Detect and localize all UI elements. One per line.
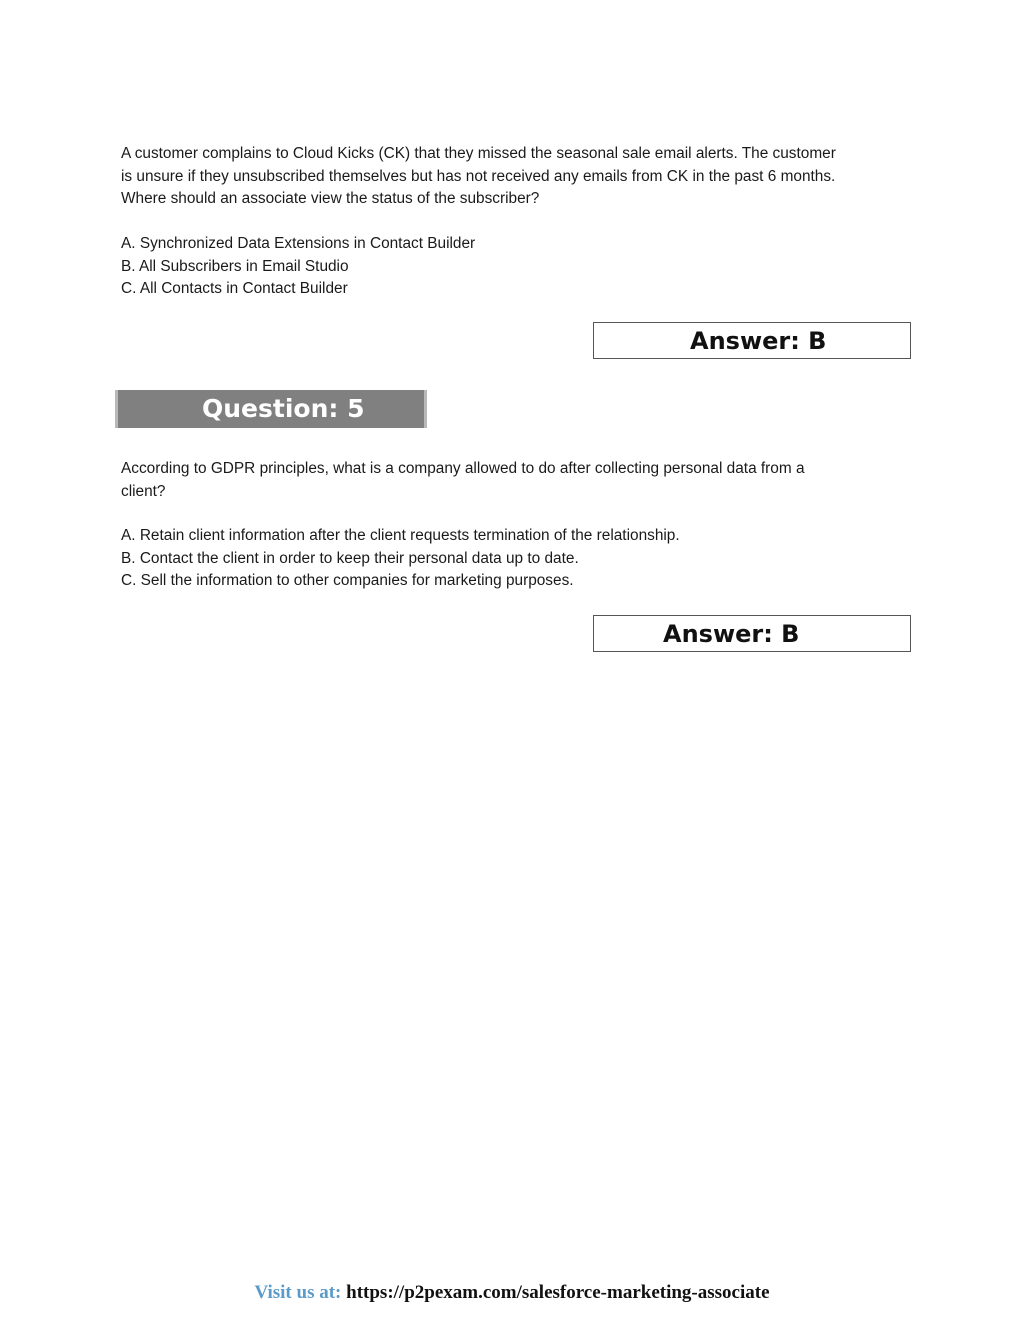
question-4-line: A customer complains to Cloud Kicks (CK) that they missed the seasonal sale email alerts. The customer xyxy=(121,145,836,162)
question-4-line: is unsure if they unsubscribed themselves but has not received any emails from CK in the past 6 months. xyxy=(121,167,836,185)
footer-visit-label: Visit us at: xyxy=(254,1282,342,1303)
question-5-line: client? xyxy=(121,482,166,500)
question-5-answer-box xyxy=(593,615,911,652)
question-5-options xyxy=(121,525,911,593)
question-heading-label: Question: 5 xyxy=(202,394,365,423)
question-5-heading xyxy=(115,390,427,428)
option-b: B. All Subscribers in Email Studio xyxy=(121,257,349,275)
option-a: A. Synchronized Data Extensions in Contact Builder xyxy=(121,235,476,252)
question-4-line: Where should an associate view the status of the subscriber? xyxy=(121,190,540,207)
option-a: A. Retain client information after the client requests termination of the relationship. xyxy=(121,527,680,544)
answer-label: Answer: B xyxy=(663,620,800,648)
question-5-line: According to GDPR principles, what is a company allowed to do after collecting personal data from a xyxy=(121,460,805,477)
question-4-text xyxy=(121,143,911,211)
option-c: C. Sell the information to other companies for marketing purposes. xyxy=(121,572,574,589)
answer-label: Answer: B xyxy=(690,327,827,355)
option-b: B. Contact the client in order to keep their personal data up to date. xyxy=(121,549,579,567)
option-c: C. All Contacts in Contact Builder xyxy=(121,280,348,297)
question-4-answer-box xyxy=(593,322,911,359)
question-5-text xyxy=(121,458,911,503)
footer-url-link[interactable]: https://p2pexam.com/salesforce-marketing-associate xyxy=(346,1282,770,1303)
footer xyxy=(0,1281,1024,1305)
question-4-options xyxy=(121,233,911,301)
